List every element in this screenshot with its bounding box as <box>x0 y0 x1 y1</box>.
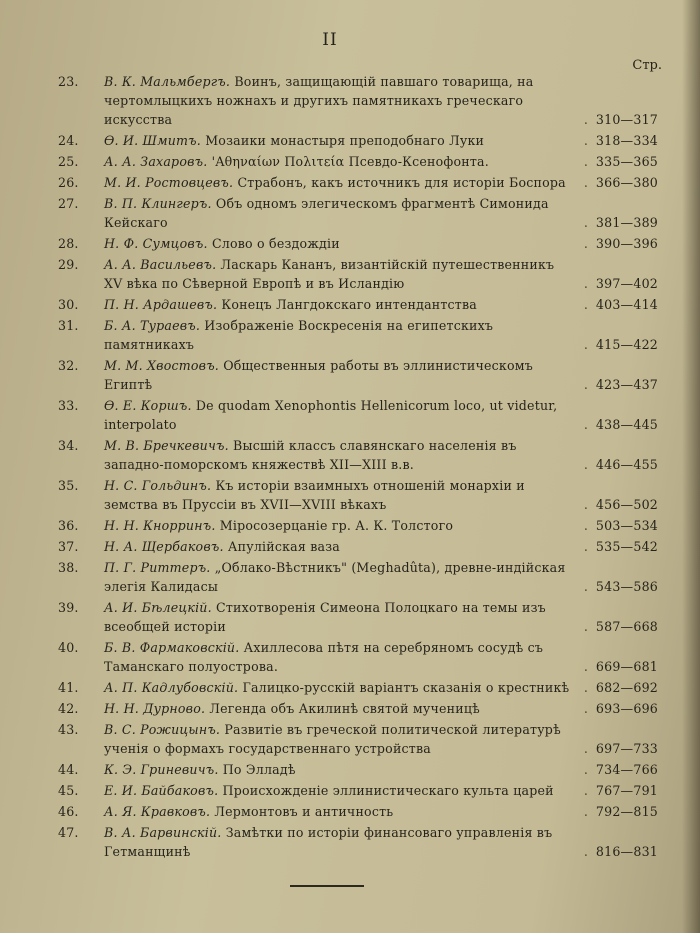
entry-body <box>104 823 658 861</box>
entry-body <box>104 802 658 821</box>
entry-number: 37. <box>58 539 79 554</box>
entry-body <box>104 558 658 596</box>
entry-number: 25. <box>58 154 79 169</box>
entry-pages <box>572 131 658 150</box>
page-range: 693—696 <box>595 701 658 716</box>
toc-entry <box>58 720 658 758</box>
toc-entry <box>58 760 658 779</box>
entry-author: К. Э. Гриневичъ. <box>104 762 219 777</box>
entry-number: 23. <box>58 74 79 89</box>
entry-body <box>104 255 658 293</box>
leader-dots: . <box>583 337 596 352</box>
leader-dots: . <box>583 844 596 859</box>
entry-title: Ахиллесова пѣтя на серебряномъ сосудѣ съ Таманскаго полуострова. <box>104 640 544 674</box>
leader-dots: . <box>583 762 596 777</box>
entry-title: По Элладѣ <box>222 762 296 777</box>
toc-entry <box>58 558 658 596</box>
toc-entry <box>58 699 658 718</box>
toc-entry <box>58 396 658 434</box>
entry-author: П. Г. Риттеръ. <box>104 560 211 575</box>
page-range: 366—380 <box>595 175 658 190</box>
entry-number: 47. <box>58 825 79 840</box>
leader-dots: . <box>583 457 596 472</box>
entry-body <box>104 598 658 636</box>
entry-author: П. Н. Ардашевъ. <box>104 297 218 312</box>
page-range: 335—365 <box>595 154 658 169</box>
page-range: 669—681 <box>595 659 658 674</box>
entry-pages <box>572 699 658 718</box>
entry-author: Н. Н. Кнорринъ. <box>104 518 216 533</box>
entry-author: Н. Ф. Сумцовъ. <box>104 236 208 251</box>
toc-entry <box>58 598 658 636</box>
toc-entry <box>58 781 658 800</box>
entry-pages <box>572 657 658 676</box>
entry-pages <box>572 274 658 293</box>
entry-author: А. А. Васильевъ. <box>104 257 217 272</box>
entry-body <box>104 678 658 697</box>
entry-number: 40. <box>58 640 79 655</box>
entry-body <box>104 194 658 232</box>
entry-author: А. А. Захаровъ. <box>104 154 208 169</box>
toc-entry <box>58 638 658 676</box>
leader-dots: . <box>583 680 596 695</box>
entry-number: 29. <box>58 257 79 272</box>
toc-entry <box>58 537 658 556</box>
entry-pages <box>572 760 658 779</box>
entry-author: М. И. Ростовцевъ. <box>104 175 234 190</box>
entry-number: 43. <box>58 722 79 737</box>
leader-dots: . <box>583 701 596 716</box>
entry-author: Е. И. Байбаковъ. <box>104 783 219 798</box>
entry-author: М. М. Хвостовъ. <box>104 358 219 373</box>
page-range: 438—445 <box>595 417 658 432</box>
toc-entry <box>58 234 658 253</box>
entry-title: Замѣтки по исторіи финансоваго управленія въ Гетманщинѣ <box>104 825 553 859</box>
entry-pages <box>572 842 658 861</box>
leader-dots: . <box>583 133 596 148</box>
entry-author: Б. А. Тураевъ. <box>104 318 201 333</box>
page-range: 792—815 <box>595 804 658 819</box>
entry-author: Н. С. Гольдинъ. <box>104 478 212 493</box>
entry-title: Мозаики монастыря преподобнаго Луки <box>205 133 485 148</box>
leader-dots: . <box>583 659 596 674</box>
toc-entry <box>58 194 658 232</box>
page-range: 397—402 <box>595 276 658 291</box>
leader-dots: . <box>583 236 596 251</box>
entry-body <box>104 537 658 556</box>
page-range: 381—389 <box>595 215 658 230</box>
entry-title: Происхожденіе эллинистическаго культа царей <box>222 783 554 798</box>
entry-pages <box>572 781 658 800</box>
entry-body <box>104 316 658 354</box>
entry-author: Б. В. Фармаковскій. <box>104 640 240 655</box>
page-range: 446—455 <box>595 457 658 472</box>
entry-pages <box>572 678 658 697</box>
entry-pages <box>572 577 658 596</box>
entry-body <box>104 173 658 192</box>
entry-title: Міросозерцаніе гр. А. К. Толстого <box>219 518 454 533</box>
toc-entry <box>58 678 658 697</box>
leader-dots: . <box>583 215 596 230</box>
entry-number: 33. <box>58 398 79 413</box>
entry-body <box>104 638 658 676</box>
toc-entry <box>58 476 658 514</box>
entry-number: 26. <box>58 175 79 190</box>
entry-pages <box>572 295 658 314</box>
entry-title: Объ одномъ элегическомъ фрагментѣ Симонида Кейскаго <box>104 196 549 230</box>
toc-entry <box>58 255 658 293</box>
toc-entry <box>58 823 658 861</box>
entry-author: А. П. Кадлубовскій. <box>104 680 239 695</box>
page-range: 456—502 <box>595 497 658 512</box>
entry-pages <box>572 173 658 192</box>
entry-title: Ласкарь Кананъ, византійскій путешественникъ XV вѣка по Сѣверной Европѣ и въ Исландію <box>104 257 555 291</box>
entry-pages <box>572 234 658 253</box>
entry-pages <box>572 375 658 394</box>
leader-dots: . <box>583 175 596 190</box>
leader-dots: . <box>583 417 596 432</box>
leader-dots: . <box>583 497 596 512</box>
entry-title: Апулійская ваза <box>227 539 340 554</box>
entry-title: Къ исторіи взаимныхъ отношеній монархіи и земства въ Пруссіи въ XVII—XVIII вѣкахъ <box>104 478 525 512</box>
toc-entry <box>58 316 658 354</box>
entry-title: Воинъ, защищающій павшаго товарища, на чертомлыцкихъ ножнахъ и другихъ памятникахъ греческаго искусства <box>104 74 534 127</box>
page-range: 682—692 <box>595 680 658 695</box>
entry-number: 42. <box>58 701 79 716</box>
entry-body <box>104 720 658 758</box>
toc-entry <box>58 356 658 394</box>
leader-dots: . <box>583 579 596 594</box>
page-range: 697—733 <box>595 741 658 756</box>
leader-dots: . <box>583 518 596 533</box>
entry-author: Н. Н. Дурново. <box>104 701 206 716</box>
entry-author: А. И. Бѣлецкій. <box>104 600 212 615</box>
entry-body <box>104 396 658 434</box>
toc-entry <box>58 516 658 535</box>
entry-body <box>104 131 658 150</box>
entry-author: А. Я. Кравковъ. <box>104 804 211 819</box>
entry-title: Лермонтовъ и античность <box>214 804 394 819</box>
entry-number: 44. <box>58 762 79 777</box>
page-range: 403—414 <box>595 297 658 312</box>
entry-title: Высшій классъ славянскаго населенія въ западно-поморскомъ княжествѣ XII—XIII в.в. <box>104 438 517 472</box>
entry-title: Конецъ Лангдокскаго интендантства <box>221 297 477 312</box>
entry-number: 39. <box>58 600 79 615</box>
entry-number: 36. <box>58 518 79 533</box>
entry-author: В. К. Мальмбергъ. <box>104 74 231 89</box>
entry-number: 27. <box>58 196 79 211</box>
table-of-contents <box>58 72 658 863</box>
entry-pages <box>572 415 658 434</box>
entry-body <box>104 516 658 535</box>
leader-dots: . <box>583 741 596 756</box>
entry-title: Легенда объ Акилинѣ святой мученицѣ <box>209 701 480 716</box>
page-range: 318—334 <box>595 133 658 148</box>
leader-dots: . <box>583 783 596 798</box>
page-range: 535—542 <box>595 539 658 554</box>
entry-author: В. А. Барвинскій. <box>104 825 222 840</box>
entry-body <box>104 436 658 474</box>
leader-dots: . <box>583 377 596 392</box>
entry-pages <box>572 739 658 758</box>
entry-number: 34. <box>58 438 79 453</box>
entry-title: Галицко-русскій варіантъ сказанія о крестникѣ <box>242 680 570 695</box>
entry-body <box>104 476 658 514</box>
entry-number: 32. <box>58 358 79 373</box>
toc-entry <box>58 802 658 821</box>
leader-dots: . <box>583 112 596 127</box>
end-rule <box>290 885 364 887</box>
entry-author: В. П. Клингеръ. <box>104 196 212 211</box>
entry-body <box>104 72 658 129</box>
entry-title: Общественныя работы въ эллинистическомъ Египтѣ <box>104 358 533 392</box>
entry-pages <box>572 335 658 354</box>
page-range: 543—586 <box>595 579 658 594</box>
entry-body <box>104 699 658 718</box>
leader-dots: . <box>583 154 596 169</box>
toc-entry <box>58 152 658 171</box>
entry-body <box>104 781 658 800</box>
entry-pages <box>572 152 658 171</box>
leader-dots: . <box>583 619 596 634</box>
entry-title: „Облако-Вѣстникъ" (Meghadûta), древне-индійская элегія Калидасы <box>104 560 566 594</box>
entry-pages <box>572 495 658 514</box>
entry-number: 30. <box>58 297 79 312</box>
page-number-roman: II <box>322 30 338 50</box>
entry-pages <box>572 455 658 474</box>
entry-number: 38. <box>58 560 79 575</box>
page-range: 587—668 <box>595 619 658 634</box>
entry-body <box>104 152 658 171</box>
entry-author: Н. А. Щербаковъ. <box>104 539 224 554</box>
page-range: 415—422 <box>595 337 658 352</box>
entry-author: М. В. Бречкевичъ. <box>104 438 229 453</box>
entry-body <box>104 295 658 314</box>
pages-column-label: Стр. <box>632 58 662 73</box>
toc-entry <box>58 131 658 150</box>
toc-entry <box>58 295 658 314</box>
entry-body <box>104 234 658 253</box>
entry-pages <box>572 213 658 232</box>
entry-number: 35. <box>58 478 79 493</box>
entry-pages <box>572 537 658 556</box>
entry-number: 41. <box>58 680 79 695</box>
toc-entry <box>58 72 658 129</box>
entry-number: 46. <box>58 804 79 819</box>
entry-title: Страбонъ, какъ источникъ для исторіи Боспора <box>237 175 566 190</box>
leader-dots: . <box>583 804 596 819</box>
page-range: 310—317 <box>595 112 658 127</box>
page-range: 503—534 <box>595 518 658 533</box>
entry-title: 'Αθηναίων Πολιτεία Псевдо-Ксенофонта. <box>211 154 489 169</box>
page-range: 390—396 <box>595 236 658 251</box>
entry-title: De quodam Xenophontis Hellenicorum loco, ut videtur, interpolato <box>104 398 558 432</box>
toc-entry <box>58 436 658 474</box>
entry-pages <box>572 110 658 129</box>
entry-number: 45. <box>58 783 79 798</box>
entry-author: Ѳ. Е. Коршъ. <box>104 398 192 413</box>
entry-number: 24. <box>58 133 79 148</box>
entry-number: 31. <box>58 318 79 333</box>
toc-entry <box>58 173 658 192</box>
entry-title: Развитіе въ греческой политической литературѣ ученія о формахъ государственнаго устройства <box>104 722 561 756</box>
leader-dots: . <box>583 276 596 291</box>
entry-pages <box>572 516 658 535</box>
leader-dots: . <box>583 297 596 312</box>
leader-dots: . <box>583 539 596 554</box>
entry-author: В. С. Рожицынъ. <box>104 722 221 737</box>
page-range: 423—437 <box>595 377 658 392</box>
entry-author: Ѳ. И. Шмитъ. <box>104 133 201 148</box>
entry-body <box>104 760 658 779</box>
page-range: 734—766 <box>595 762 658 777</box>
entry-pages <box>572 802 658 821</box>
entry-title: Стихотворенія Симеона Полоцкаго на темы изъ всеобщей исторіи <box>104 600 546 634</box>
page-range: 816—831 <box>595 844 658 859</box>
entry-title: Изображеніе Воскресенія на египетскихъ памятникахъ <box>104 318 494 352</box>
page-gutter-shadow <box>682 0 700 933</box>
page-range: 767—791 <box>595 783 658 798</box>
entry-body <box>104 356 658 394</box>
entry-number: 28. <box>58 236 79 251</box>
entry-pages <box>572 617 658 636</box>
entry-title: Слово о бездождіи <box>211 236 340 251</box>
